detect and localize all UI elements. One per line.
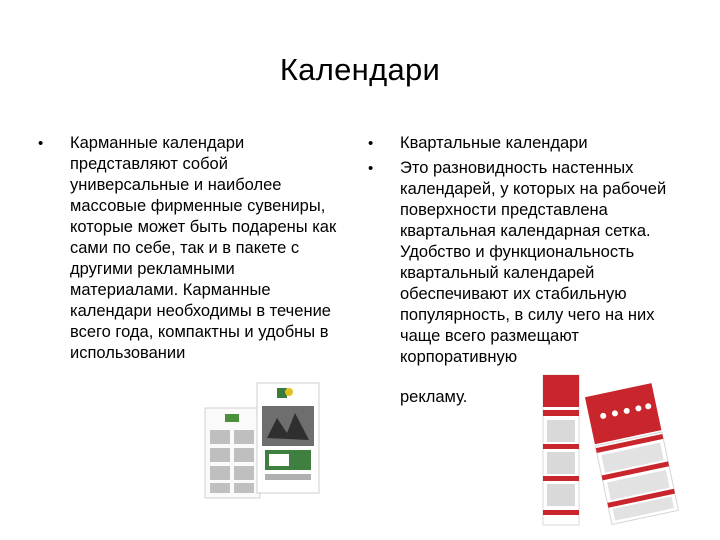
pocket-calendar-front-card (257, 383, 319, 493)
right-paragraph-tail: рекламу. (400, 388, 468, 406)
right-paragraph: Это разновидность настенных календарей, у которых на рабочей поверхности представлена квартальная календарная сетка. Удобство и функциональность квартальный календарей обеспечивают их стабильную популярность, в силу чего на них чаще всего размещают корпоративную (400, 159, 667, 366)
right-item-title: Квартальные календари (400, 134, 588, 152)
pocket-calendars-image (195, 378, 335, 503)
right-bullet-2: • (368, 160, 374, 177)
pocket-calendar-back-card (205, 408, 260, 498)
quarterly-calendar-tall (543, 375, 579, 525)
right-bullet-1: • (368, 135, 374, 152)
left-paragraph: Карманные календари представляют собой универсальные и наиболее массовые фирменные сувениры, которые может быть подарены как сами по себе, так и в пакете с другими рекламными материалами. Карманные календари необходимы в течение всего года, компактны и удобны в использовании (70, 134, 337, 362)
left-bullet: • (38, 135, 44, 152)
quarterly-calendar-angled (585, 383, 679, 524)
slide-title: Календари (279, 52, 441, 87)
quarterly-calendars-image (535, 370, 685, 530)
